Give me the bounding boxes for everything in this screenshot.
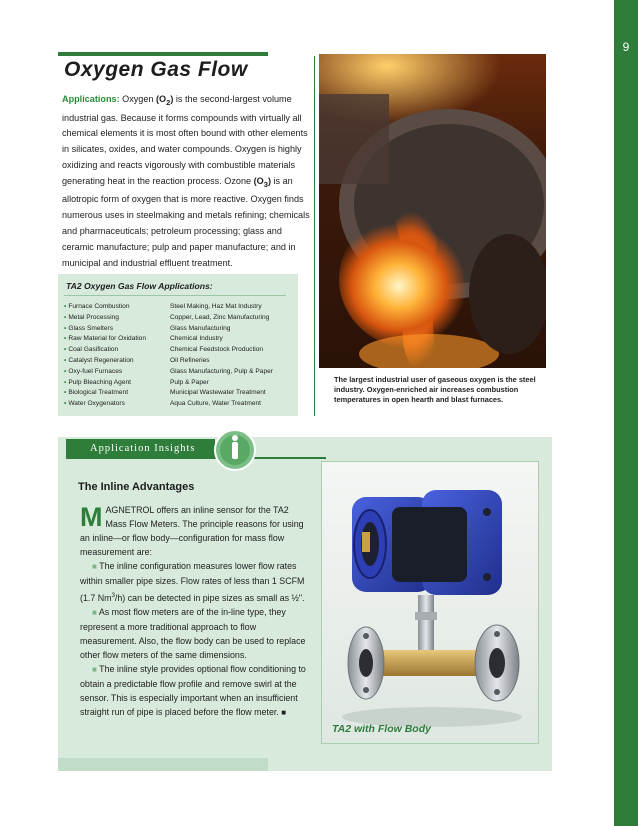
inline-advantages-heading: The Inline Advantages [78,481,195,493]
advantages-para-4: ■ The inline style provides optional flow conditioning to obtain a predictable flow profile and remove swirl at the sensor. This is especially important when an insufficient straight run of pipe is placed before the flow meter. ■ [80,664,306,718]
device-caption: TA2 with Flow Body [332,723,431,735]
application-industry: Municipal Wastewater Treatment [170,389,266,397]
page-number: 9 [622,40,630,54]
intro-text-2: is the second-largest volume industrial gas. Because it forms compounds with virtually all chemical elements it is most often bound with other elements in silicates, oxides, and water compounds. Oxygen is highly oxidizing and reacts vigorously with combustible materials generating heat in the reaction process. Ozone [62,94,308,186]
insights-bottom-strip [58,758,268,771]
intro-paragraph [62,92,310,271]
application-item: • Oxy-fuel Furnaces [64,367,123,375]
applications-box [58,274,298,416]
device-image-frame [321,461,539,744]
title-rule [58,52,268,56]
application-industry: Copper, Lead, Zinc Manufacturing [170,313,270,321]
column-divider [314,56,315,416]
bullet-square: ■ [92,607,97,617]
application-industry: Glass Manufacturing [170,324,231,332]
application-industry: Glass Manufacturing, Pulp & Paper [170,367,273,375]
advantages-para-2: ■ The inline configuration measures lower flow rates within smaller pipe sizes. Flow rates of less than 1 SCFM (1.7 Nm$^3$/h) can be detected in pipe sizes as small as ½". [80,561,305,603]
applications-rule [64,295,286,296]
application-item: • Metal Processing [64,313,119,321]
intro-text-1: Oxygen [119,94,157,104]
inline-advantages-text [80,503,308,720]
application-item: • Water Oxygenators [64,400,125,408]
application-industry: Oil Refineries [170,356,210,364]
drop-cap: M [80,502,103,532]
application-item: • Glass Smelters [64,324,114,332]
advantages-para-1: MAGNETROL offers an inline sensor for the TA2 Mass Flow Meters. The principle reasons for using an inline—or flow body—configuration for mass flow measurement are: [80,502,304,558]
o3-formula: $(O_3)$ [253,175,271,189]
application-industry: Steel Making, Haz Mat Industry [170,303,262,310]
application-item: • Furnace Combustion [64,303,130,310]
application-item: • Biological Treatment [64,389,129,397]
photo-caption: The largest industrial user of gaseous oxygen is the steel industry. Oxygen-enriched air increases combustion temperatures in open hearth and blast furnaces. [334,375,536,405]
application-industry: Chemical Feedstock Production [170,346,264,354]
application-industry: Aqua Culture, Water Treatment [170,400,262,408]
steel-furnace-photo [319,54,546,368]
page-edge-bar [614,0,638,826]
applications-title: TA2 Oxygen Gas Flow Applications: [66,281,213,291]
advantages-para-3: ■ As most flow meters are of the in-line type, they represent a more traditional approach to flow measurement. Also, the flow body can be used to replace other flow meters of the same dimensions. [80,606,306,660]
bullet-square: ■ [92,562,97,572]
application-industry: Pulp & Paper [170,378,209,386]
application-item: • Pulp Bleaching Agent [64,378,132,386]
flow-meter-image [322,462,539,744]
steel-pour-image [319,54,546,368]
application-industry: Chemical Industry [170,335,223,343]
bullet-square: ■ [92,665,97,674]
end-mark: ■ [281,708,287,718]
applications-list-right [170,302,298,410]
insights-tab: Application Insights [66,439,215,458]
application-item: • Coal Gasification [64,346,119,354]
o2-formula: $(O_2)$ [156,94,174,107]
page-title: Oxygen Gas Flow [64,58,248,81]
intro-lead: Applications: [62,94,120,104]
application-item: • Catalyst Regeneration [64,356,134,364]
intro-text-3: is an allotropic form of oxygen that is more reactive. Oxygen finds numerous uses in steelmaking and metals refining; chemicals and pharmaceuticals; petroleum processing; glass and ceramic manufacture; pulp and paper manufacture; and in municipal and industrial effluent treatment. [62,175,310,268]
applications-list-left [64,302,174,410]
application-item: • Raw Material for Oxidation [64,335,147,343]
info-icon [213,428,257,472]
